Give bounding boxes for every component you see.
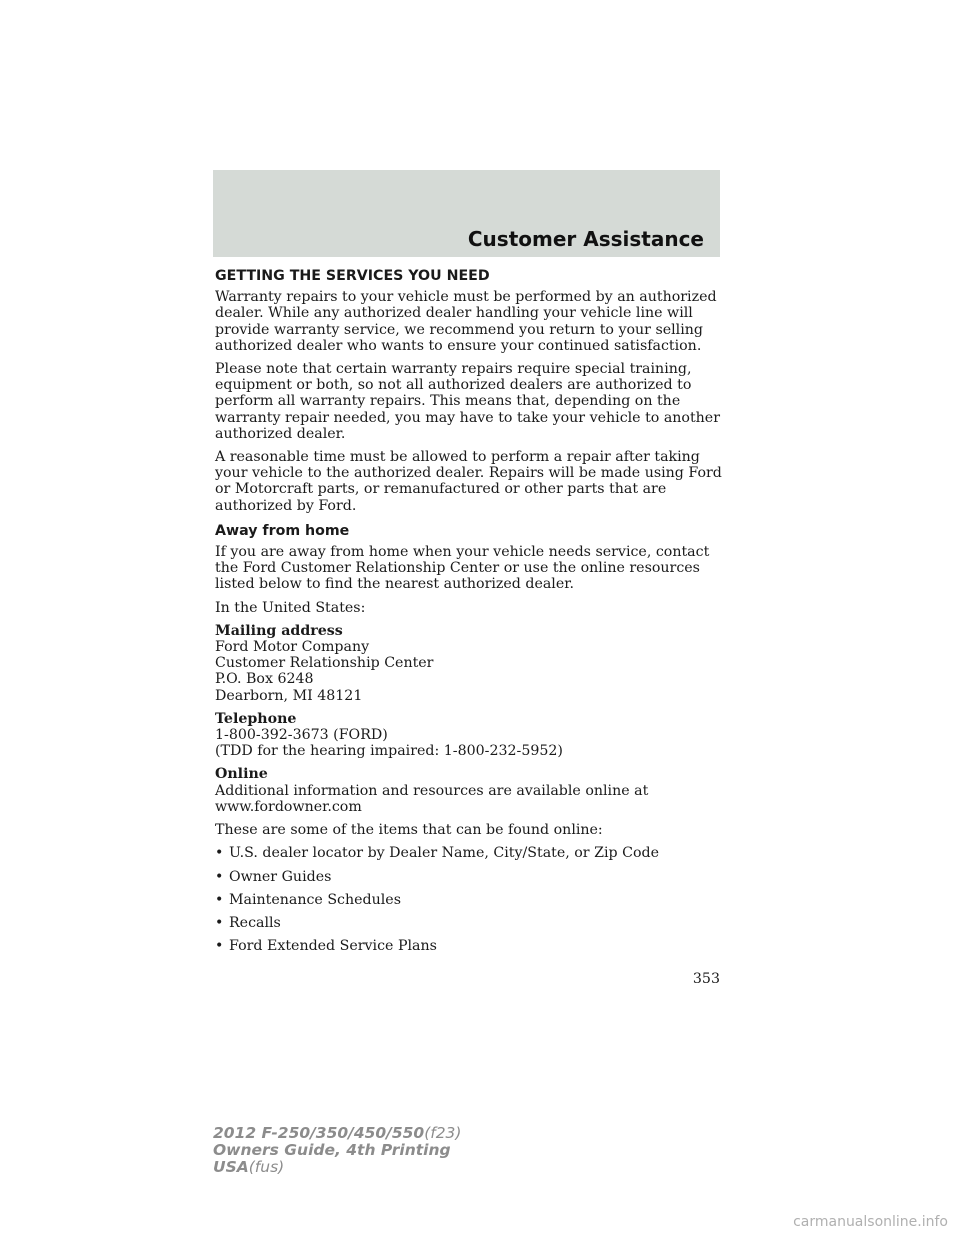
mailing-line: Customer Relationship Center bbox=[215, 655, 434, 672]
heading-away-from-home: Away from home bbox=[215, 522, 350, 539]
list-item bbox=[215, 892, 725, 908]
page-number: 353 bbox=[692, 971, 720, 987]
footer-market-code: (fus) bbox=[248, 1158, 285, 1176]
list-item-text: Ford Extended Service Plans bbox=[229, 938, 437, 955]
footer-line-edition: Owners Guide, 4th Printing bbox=[213, 1141, 451, 1159]
mailing-line: Dearborn, MI 48121 bbox=[215, 687, 363, 704]
bullet-icon: • bbox=[215, 845, 224, 862]
heading-getting-services: GETTING THE SERVICES YOU NEED bbox=[215, 268, 490, 284]
telephone-line: (TDD for the hearing impaired: 1-800-232-5952) bbox=[215, 743, 563, 760]
paragraph-reasonable-time: A reasonable time must be allowed to perform a repair after taking your vehicle to the authorized dealer. Repairs will be made using Ford or Motorcraft parts, or remanufactured or other parts that are authorized by Ford. bbox=[215, 449, 722, 514]
site-watermark: carmanualsonline.info bbox=[793, 1214, 948, 1230]
bullet-icon: • bbox=[215, 868, 224, 885]
mailing-line: P.O. Box 6248 bbox=[215, 671, 314, 688]
paragraph-away-from-home: If you are away from home when your vehicle needs service, contact the Ford Customer Relationship Center or use the online resources listed below to find the nearest authorized dealer. bbox=[215, 544, 710, 593]
footer-model: 2012 F-250/350/450/550 bbox=[213, 1124, 425, 1142]
paragraph-warranty-repairs: Warranty repairs to your vehicle must be performed by an authorized dealer. While any authorized dealer handling your vehicle line will provide warranty service, we recommend you return to your selling authorized dealer who wants to ensure your continued satisfaction. bbox=[215, 289, 717, 354]
list-item-text: Maintenance Schedules bbox=[229, 891, 401, 908]
list-item bbox=[215, 869, 725, 885]
mailing-address-label: Mailing address bbox=[215, 622, 343, 639]
online-block bbox=[215, 766, 725, 815]
bullet-icon: • bbox=[215, 891, 224, 908]
footer-market: USA bbox=[213, 1158, 249, 1176]
bullet-icon: • bbox=[215, 938, 224, 955]
list-item bbox=[215, 845, 725, 861]
online-url: www.fordowner.com bbox=[215, 798, 362, 815]
mailing-address-block bbox=[215, 623, 725, 704]
footer-model-code: (f23) bbox=[424, 1124, 462, 1142]
paragraph-items-intro: These are some of the items that can be found online: bbox=[215, 822, 603, 839]
section-title: Customer Assistance bbox=[467, 227, 704, 251]
page-content bbox=[215, 268, 725, 961]
bullet-icon: • bbox=[215, 914, 224, 931]
online-items-list bbox=[215, 845, 725, 954]
list-item bbox=[215, 915, 725, 931]
section-header-band bbox=[213, 170, 720, 257]
telephone-label: Telephone bbox=[215, 710, 297, 727]
online-label: Online bbox=[215, 766, 268, 783]
telephone-line: 1-800-392-3673 (FORD) bbox=[215, 727, 388, 744]
list-item-text: Owner Guides bbox=[229, 868, 332, 885]
list-item bbox=[215, 938, 725, 954]
list-item-text: U.S. dealer locator by Dealer Name, City/State, or Zip Code bbox=[229, 845, 659, 862]
list-item-text: Recalls bbox=[229, 914, 281, 931]
publication-footer bbox=[213, 1125, 461, 1176]
mailing-line: Ford Motor Company bbox=[215, 639, 370, 656]
footer-line-model bbox=[213, 1125, 461, 1142]
telephone-block bbox=[215, 711, 725, 760]
paragraph-special-training: Please note that certain warranty repairs require special training, equipment or both, so not all authorized dealers are authorized to perform all warranty repairs. This means that, depending on the warranty repair needed, you may have to take your vehicle to another authorized dealer. bbox=[215, 361, 720, 442]
footer-line-market bbox=[213, 1159, 461, 1176]
online-line: Additional information and resources are available online at bbox=[215, 782, 649, 799]
paragraph-us-intro: In the United States: bbox=[215, 599, 366, 616]
